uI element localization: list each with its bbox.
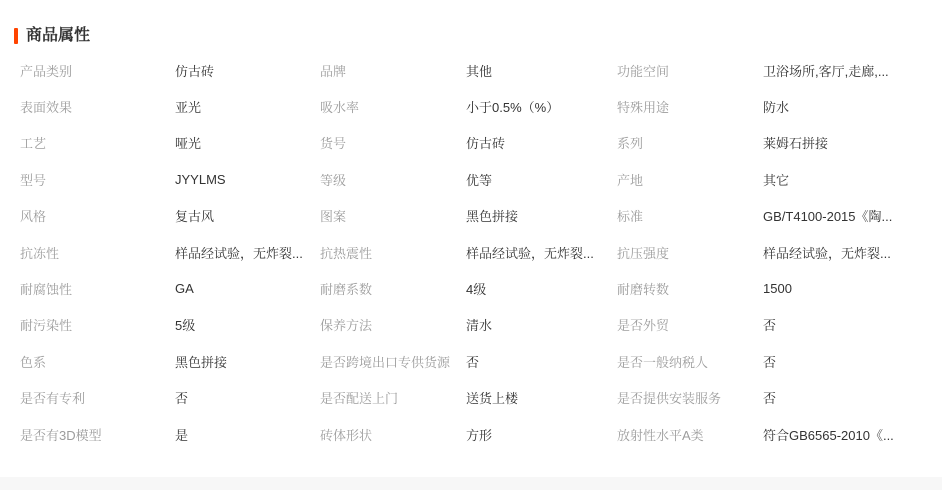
- attribute-value: 方形: [466, 427, 493, 443]
- attribute-cell: [20, 198, 320, 234]
- attribute-cell: [20, 380, 320, 416]
- attribute-value: 样品经试验，无炸裂...: [763, 245, 891, 261]
- footer-strip: [0, 477, 942, 490]
- attribute-cell: [617, 234, 942, 270]
- attribute-value: GA: [175, 281, 194, 297]
- accent-bar: [14, 28, 18, 44]
- attribute-label: 耐污染性: [20, 318, 73, 334]
- attribute-label: 产品类别: [20, 63, 73, 79]
- attribute-cell: [320, 416, 617, 452]
- attribute-cell: [320, 307, 617, 343]
- attribute-cell: [617, 270, 942, 306]
- attribute-cell: [320, 161, 617, 197]
- attribute-value: 送货上楼: [466, 391, 519, 407]
- attribute-label: 抗冻性: [20, 245, 60, 261]
- attribute-cell: [617, 161, 942, 197]
- attribute-cell: [617, 416, 942, 452]
- attribute-label: 放射性水平A类: [617, 427, 704, 443]
- attribute-cell: [320, 380, 617, 416]
- attribute-label: 是否提供安装服务: [617, 391, 722, 407]
- attribute-cell: [617, 380, 942, 416]
- attribute-label: 砖体形状: [320, 427, 373, 443]
- attribute-cell: [20, 307, 320, 343]
- attribute-value: 其它: [763, 172, 790, 188]
- attribute-cell: [20, 125, 320, 161]
- attribute-value: 样品经试验，无炸裂...: [175, 245, 303, 261]
- attribute-cell: [617, 52, 942, 88]
- attribute-cell: [20, 88, 320, 124]
- attribute-label: 工艺: [20, 136, 47, 152]
- attribute-label: 吸水率: [320, 100, 360, 116]
- attribute-cell: [320, 88, 617, 124]
- attribute-cell: [617, 343, 942, 379]
- attribute-value: 否: [763, 391, 777, 407]
- attribute-label: 保养方法: [320, 318, 373, 334]
- attribute-value: 否: [763, 354, 777, 370]
- attribute-label: 耐磨系数: [320, 282, 373, 298]
- attribute-value: 仿古砖: [466, 136, 506, 152]
- attribute-cell: [617, 125, 942, 161]
- attribute-label: 是否跨境出口专供货源: [320, 354, 451, 370]
- attribute-value: 其他: [466, 63, 493, 79]
- attribute-value: 哑光: [175, 136, 202, 152]
- attribute-value: 防水: [763, 100, 790, 116]
- attribute-cell: [617, 198, 942, 234]
- attributes-grid: [20, 52, 942, 452]
- attribute-cell: [20, 416, 320, 452]
- attribute-label: 是否有3D模型: [20, 427, 102, 443]
- attribute-cell: [320, 270, 617, 306]
- attribute-label: 是否外贸: [617, 318, 670, 334]
- attribute-cell: [320, 52, 617, 88]
- attribute-value: 卫浴场所,客厅,走廊,...: [763, 63, 889, 79]
- section-header: [14, 27, 942, 45]
- attribute-value: 是: [175, 427, 189, 443]
- attribute-value: 否: [763, 318, 777, 334]
- attribute-value: 小于0.5%（%）: [466, 100, 560, 116]
- attribute-label: 色系: [20, 354, 47, 370]
- attribute-value: 5级: [175, 318, 196, 334]
- section-title: 商品属性: [26, 27, 91, 44]
- attribute-value: 仿古砖: [175, 63, 215, 79]
- attribute-cell: [320, 198, 617, 234]
- attribute-label: 品牌: [320, 63, 347, 79]
- attribute-label: 货号: [320, 136, 347, 152]
- attribute-value: 1500: [763, 281, 792, 297]
- attribute-label: 表面效果: [20, 100, 73, 116]
- attribute-label: 系列: [617, 136, 644, 152]
- attribute-cell: [617, 307, 942, 343]
- attribute-label: 功能空间: [617, 63, 670, 79]
- attribute-cell: [20, 343, 320, 379]
- attribute-cell: [20, 234, 320, 270]
- attribute-label: 等级: [320, 172, 347, 188]
- attribute-value: 莱姆石拼接: [763, 136, 829, 152]
- attribute-label: 型号: [20, 172, 47, 188]
- attribute-label: 是否有专利: [20, 391, 86, 407]
- attribute-cell: [20, 161, 320, 197]
- attribute-value: 亚光: [175, 100, 202, 116]
- attribute-value: GB/T4100-2015《陶...: [763, 209, 893, 225]
- attribute-value: 样品经试验，无炸裂...: [466, 245, 594, 261]
- attribute-label: 产地: [617, 172, 644, 188]
- product-attributes-panel: [0, 27, 942, 452]
- attribute-label: 耐磨转数: [617, 282, 670, 298]
- attribute-cell: [320, 343, 617, 379]
- attribute-value: 4级: [466, 282, 487, 298]
- attribute-value: 黑色拼接: [466, 209, 519, 225]
- attribute-cell: [617, 88, 942, 124]
- attribute-value: 符合GB6565-2010《...: [763, 427, 894, 443]
- attribute-cell: [320, 234, 617, 270]
- attribute-label: 特殊用途: [617, 100, 670, 116]
- attribute-label: 是否配送上门: [320, 391, 399, 407]
- attribute-label: 抗压强度: [617, 245, 670, 261]
- attribute-value: 清水: [466, 318, 493, 334]
- attribute-cell: [20, 270, 320, 306]
- attribute-label: 风格: [20, 209, 47, 225]
- attribute-value: 复古风: [175, 209, 215, 225]
- attribute-label: 图案: [320, 209, 347, 225]
- attribute-cell: [320, 125, 617, 161]
- attribute-value: 优等: [466, 172, 493, 188]
- attribute-value: 黑色拼接: [175, 354, 228, 370]
- attribute-cell: [20, 52, 320, 88]
- attribute-label: 是否一般纳税人: [617, 354, 709, 370]
- attribute-label: 耐腐蚀性: [20, 282, 73, 298]
- attribute-value: 否: [175, 391, 189, 407]
- attribute-label: 抗热震性: [320, 245, 373, 261]
- attribute-value: 否: [466, 354, 480, 370]
- attribute-value: JYYLMS: [175, 171, 226, 187]
- attribute-label: 标准: [617, 209, 644, 225]
